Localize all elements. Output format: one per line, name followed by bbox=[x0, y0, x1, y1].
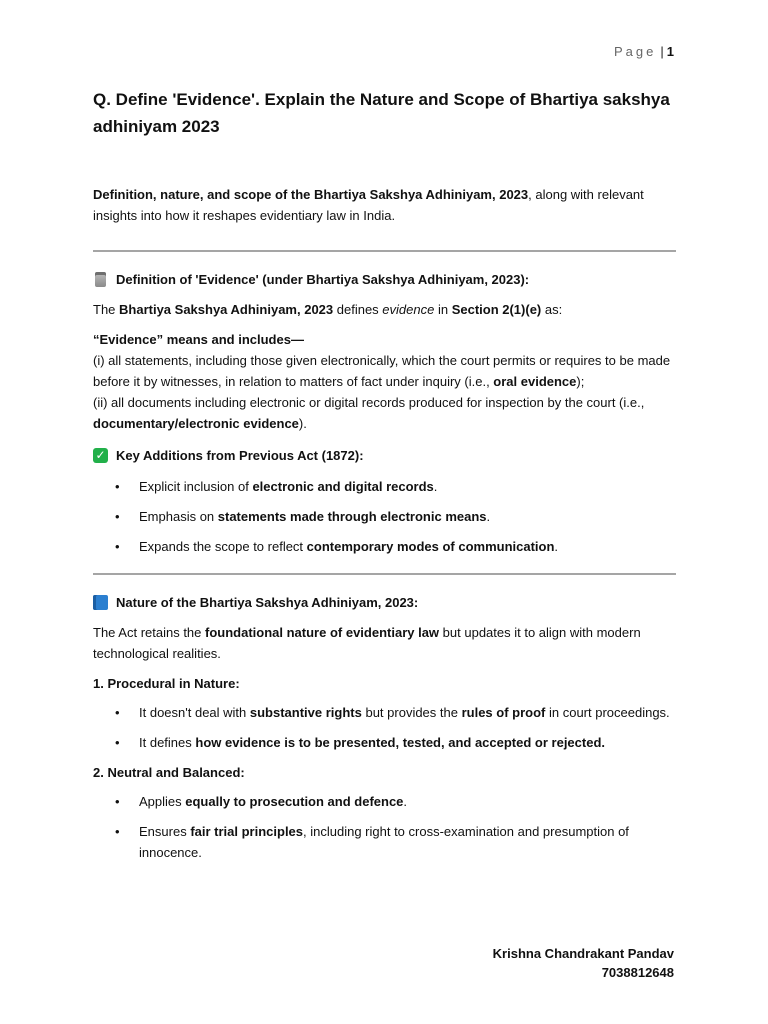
check-mark-icon: ✓ bbox=[93, 448, 108, 463]
documentary-evidence: documentary/electronic evidence bbox=[93, 416, 299, 431]
quote-head: “Evidence” means and includes— bbox=[93, 332, 304, 347]
text: (ii) all documents including electronic or digital records produced for inspection by the court (i.e., bbox=[93, 395, 645, 410]
text-bold: contemporary modes of communication bbox=[306, 539, 555, 554]
text: ); bbox=[576, 374, 585, 389]
nature-intro bbox=[93, 622, 676, 664]
definition-quote bbox=[93, 329, 676, 434]
subheading-neutral bbox=[93, 762, 676, 783]
additions-heading bbox=[93, 445, 676, 466]
text: in bbox=[434, 302, 452, 317]
list-item bbox=[139, 732, 676, 753]
text: It doesn't deal with bbox=[139, 705, 250, 720]
definition-line bbox=[93, 299, 676, 320]
author-phone: 7038812648 bbox=[601, 965, 674, 980]
text: (i) all statements, including those given electronically, which the court permits or requires to be made before it by witnesses, in relation to matters of fact under inquiry (i.e., bbox=[93, 353, 671, 389]
text: . bbox=[554, 539, 559, 554]
text-bold: how evidence is to be presented, tested, and accepted or rejected. bbox=[195, 735, 606, 750]
text: Applies bbox=[139, 794, 186, 809]
neutral-list bbox=[93, 791, 676, 863]
text: . bbox=[403, 794, 408, 809]
divider bbox=[93, 250, 676, 252]
text-bold: substantive rights bbox=[249, 705, 362, 720]
text: , including right to cross-examination and presumption of innocence. bbox=[139, 824, 629, 860]
definition-heading-text: Definition of 'Evidence' (under Bhartiya Sakshya Adhiniyam, 2023): bbox=[116, 272, 530, 287]
list-item bbox=[139, 506, 676, 527]
text: in court proceedings. bbox=[545, 705, 670, 720]
intro-rest: , along with relevant insights into how it reshapes evidentiary law in India. bbox=[93, 187, 644, 223]
text: . bbox=[433, 479, 438, 494]
nature-heading-text: Nature of the Bhartiya Sakshya Adhiniyam, 2023: bbox=[116, 595, 419, 610]
blue-book-icon bbox=[93, 595, 108, 610]
page-number-header bbox=[614, 44, 674, 59]
page-separator: | bbox=[660, 44, 664, 59]
page-title: Q. Define 'Evidence'. Explain the Nature and Scope of Bhartiya sakshya adhiniyam 2023 bbox=[93, 90, 670, 136]
text: but updates it to align with modern technological realities. bbox=[93, 625, 641, 661]
text-bold: equally to prosecution and defence bbox=[185, 794, 404, 809]
text-bold: electronic and digital records bbox=[252, 479, 434, 494]
list-item bbox=[139, 476, 676, 497]
text: The bbox=[93, 302, 120, 317]
text: Emphasis on bbox=[139, 509, 218, 524]
author-name: Krishna Chandrakant Pandav bbox=[492, 946, 674, 961]
page-number: 1 bbox=[666, 44, 674, 59]
text: The Act retains the bbox=[93, 625, 206, 640]
additions-heading-text: Key Additions from Previous Act (1872): bbox=[116, 448, 364, 463]
divider bbox=[93, 573, 676, 575]
procedural-list bbox=[93, 702, 676, 753]
term-evidence: evidence bbox=[382, 302, 435, 317]
section-ref: Section 2(1)(e) bbox=[451, 302, 542, 317]
intro-bold: Definition, nature, and scope of the Bhartiya Sakshya Adhiniyam, 2023 bbox=[93, 187, 529, 202]
definition-heading bbox=[93, 269, 676, 290]
footer-author bbox=[493, 944, 674, 982]
text-bold: 2. Neutral and Balanced: bbox=[93, 765, 245, 780]
additions-list bbox=[93, 476, 676, 557]
scroll-icon bbox=[95, 272, 106, 287]
text: . bbox=[486, 509, 491, 524]
text: Ensures bbox=[139, 824, 191, 839]
text: as: bbox=[541, 302, 563, 317]
text-bold: foundational nature of evidentiary law bbox=[205, 625, 440, 640]
list-item bbox=[139, 821, 676, 863]
text: defines bbox=[333, 302, 383, 317]
oral-evidence: oral evidence bbox=[493, 374, 577, 389]
text: ). bbox=[298, 416, 307, 431]
document-body bbox=[93, 86, 676, 872]
text: but provides the bbox=[361, 705, 462, 720]
intro-paragraph bbox=[93, 184, 676, 226]
text-bold: rules of proof bbox=[461, 705, 546, 720]
text: It defines bbox=[139, 735, 196, 750]
text: Explicit inclusion of bbox=[139, 479, 253, 494]
text-bold: fair trial principles bbox=[190, 824, 304, 839]
text-bold: statements made through electronic means bbox=[217, 509, 487, 524]
nature-heading bbox=[93, 592, 676, 613]
page-label: Page bbox=[614, 44, 657, 59]
act-name: Bhartiya Sakshya Adhiniyam, 2023 bbox=[119, 302, 334, 317]
subheading-procedural bbox=[93, 673, 676, 694]
list-item bbox=[139, 536, 676, 557]
list-item bbox=[139, 791, 676, 812]
text-bold: 1. Procedural in Nature: bbox=[93, 676, 240, 691]
list-item bbox=[139, 702, 676, 723]
text: Expands the scope to reflect bbox=[139, 539, 307, 554]
